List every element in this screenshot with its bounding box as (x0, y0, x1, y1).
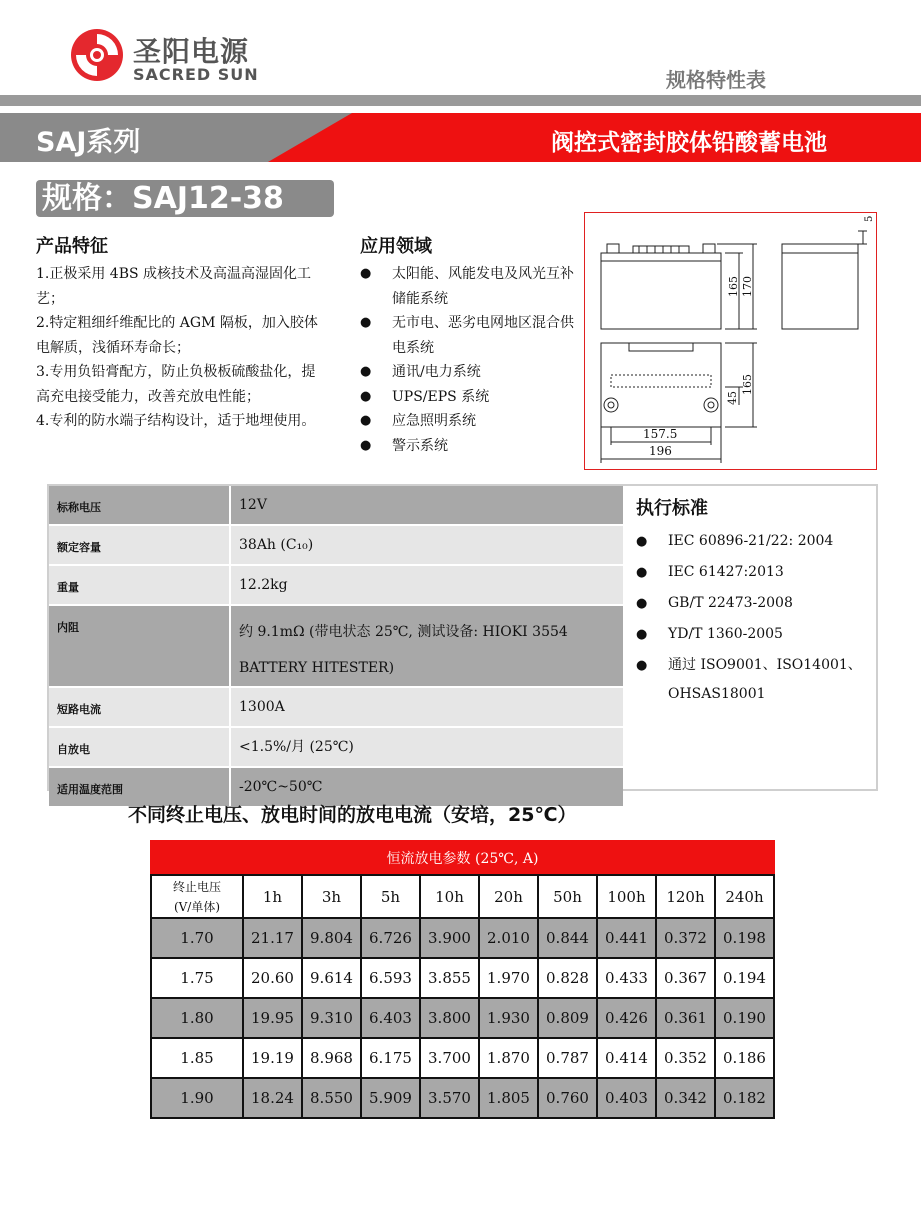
table-cell: 1.970 (479, 958, 538, 998)
column-header: 50h (538, 875, 597, 918)
spec-model-box (36, 180, 334, 217)
table-cell: 5.909 (361, 1078, 420, 1118)
dim-depth: 165 (741, 374, 754, 395)
column-header: 1h (243, 875, 302, 918)
brand-logo (70, 28, 270, 88)
table-cell: 0.760 (538, 1078, 597, 1118)
discharge-title: 不同终止电压、放电时间的放电电流（安培，25℃） (128, 804, 577, 826)
standards-heading: 执行标准 (636, 498, 708, 519)
param-key: 额定容量 (49, 525, 230, 565)
param-key: 标称电压 (49, 486, 230, 525)
table-cell: 0.182 (715, 1078, 774, 1118)
header-divider (0, 95, 921, 106)
param-value: 38Ah (C₁₀) (230, 525, 623, 565)
table-row (151, 1038, 774, 1078)
param-key: 短路电流 (49, 687, 230, 727)
table-cell: 0.844 (538, 918, 597, 958)
table-cell: 2.010 (479, 918, 538, 958)
dim-length: 196 (649, 444, 672, 458)
table-caption-row (151, 841, 774, 875)
param-value: 12.2kg (230, 565, 623, 605)
table-cell: 6.726 (361, 918, 420, 958)
application-item: ● 太阳能、风能发电及风光互补储能系统 (360, 262, 582, 311)
table-row (151, 1078, 774, 1118)
table-cell: 0.198 (715, 918, 774, 958)
param-key: 适用温度范围 (49, 767, 230, 807)
param-key: 内阻 (49, 605, 230, 687)
table-cell: 6.593 (361, 958, 420, 998)
table-cell: 0.342 (656, 1078, 715, 1118)
table-cell: 1.75 (151, 958, 243, 998)
param-value: <1.5%/月 (25℃) (230, 727, 623, 767)
table-cell: 20.60 (243, 958, 302, 998)
table-cell: 3.855 (420, 958, 479, 998)
feature-item: 2.特定粗细纤维配比的 AGM 隔板，加入胶体电解质，浅循环寿命长； (36, 315, 318, 356)
params-table (49, 486, 623, 808)
brand-name-cn: 圣阳电源 (133, 35, 250, 68)
dim-height-total: 170 (741, 276, 754, 297)
table-row (49, 727, 623, 767)
product-type: 阀控式密封胶体铅酸蓄电池 (551, 130, 827, 156)
standard-item: ● YD/T 1360-2005 (636, 619, 876, 650)
table-cell: 1.870 (479, 1038, 538, 1078)
table-cell: 0.787 (538, 1038, 597, 1078)
table-cell: 6.403 (361, 998, 420, 1038)
standard-item (636, 650, 876, 709)
table-cell: 1.85 (151, 1038, 243, 1078)
discharge-caption: 恒流放电参数 (25℃, A) (151, 841, 774, 875)
table-cell: 8.550 (302, 1078, 361, 1118)
column-header: 120h (656, 875, 715, 918)
application-item: ● UPS/EPS 系统 (360, 385, 582, 410)
sacred-sun-logo-icon (70, 28, 124, 82)
application-item: ● 通讯/电力系统 (360, 360, 582, 385)
standard-item: ● IEC 61427:2013 (636, 557, 876, 588)
param-key: 重量 (49, 565, 230, 605)
table-cell: 3.800 (420, 998, 479, 1038)
table-cell: 1.80 (151, 998, 243, 1038)
column-header: 100h (597, 875, 656, 918)
table-cell: 6.175 (361, 1038, 420, 1078)
features-list (36, 262, 326, 434)
application-item: ● 应急照明系统 (360, 409, 582, 434)
table-cell: 0.186 (715, 1038, 774, 1078)
table-row (49, 605, 623, 687)
table-cell: 8.968 (302, 1038, 361, 1078)
series-name: SAJ系列 (36, 127, 141, 158)
table-cell: 0.372 (656, 918, 715, 958)
table-cell: 9.614 (302, 958, 361, 998)
table-cell: 0.367 (656, 958, 715, 998)
table-header-row (151, 875, 774, 918)
feature-item: 4.专利的防水端子结构设计，适于地埋使用。 (36, 413, 316, 429)
param-value: 约 9.1mΩ (带电状态 25℃, 测试设备: HIOKI 3554 BATTERY HITESTER) (230, 605, 623, 687)
param-value: 12V (230, 486, 623, 525)
table-cell: 9.310 (302, 998, 361, 1038)
column-header: 20h (479, 875, 538, 918)
table-cell: 0.828 (538, 958, 597, 998)
features-heading: 产品特征 (36, 236, 108, 257)
applications-list (360, 262, 582, 458)
table-cell: 18.24 (243, 1078, 302, 1118)
column-header-voltage (151, 875, 243, 918)
table-cell: 9.804 (302, 918, 361, 958)
table-cell: 3.900 (420, 918, 479, 958)
column-header: 10h (420, 875, 479, 918)
table-cell: 1.805 (479, 1078, 538, 1118)
table-cell: 0.361 (656, 998, 715, 1038)
column-header-line2: (V/单体) (173, 899, 221, 914)
application-item: ● 警示系统 (360, 434, 582, 459)
dim-terminal-span: 157.5 (643, 427, 678, 441)
dim-height-inner: 165 (727, 276, 740, 297)
table-row (49, 565, 623, 605)
table-cell: 1.70 (151, 918, 243, 958)
table-row (151, 918, 774, 958)
applications-heading: 应用领域 (360, 236, 432, 257)
battery-outline-drawing (585, 213, 876, 469)
discharge-table (150, 840, 775, 1119)
standard-item: ● IEC 60896-21/22: 2004 (636, 526, 876, 557)
dim-terminal-height: 45 (726, 391, 739, 405)
column-header: 5h (361, 875, 420, 918)
table-cell: 21.17 (243, 918, 302, 958)
table-cell: 0.441 (597, 918, 656, 958)
table-row (49, 687, 623, 727)
table-row (151, 958, 774, 998)
table-cell: 1.930 (479, 998, 538, 1038)
application-item: ● 无市电、恶劣电网地区混合供电系统 (360, 311, 582, 360)
standards-list (636, 526, 876, 709)
table-cell: 1.90 (151, 1078, 243, 1118)
table-row (151, 998, 774, 1038)
dim-top-gap: 5 (864, 215, 875, 222)
standard-item: ● GB/T 22473-2008 (636, 588, 876, 619)
table-cell: 0.426 (597, 998, 656, 1038)
table-cell: 0.190 (715, 998, 774, 1038)
table-cell: 19.19 (243, 1038, 302, 1078)
feature-item: 1.正极采用 4BS 成核技术及高温高湿固化工艺； (36, 266, 312, 307)
table-cell: 0.403 (597, 1078, 656, 1118)
table-cell: 0.809 (538, 998, 597, 1038)
table-row (49, 486, 623, 525)
spec-model-label: 规格：SAJ12-38 (42, 181, 284, 216)
document-title: 规格特性表 (666, 68, 766, 92)
param-value: 1300A (230, 687, 623, 727)
brand-name-en: SACRED SUN (133, 65, 259, 84)
standard-item-text: 通过 ISO9001、ISO14001、 (668, 657, 862, 673)
table-cell: 19.95 (243, 998, 302, 1038)
table-cell: 3.700 (420, 1038, 479, 1078)
column-header-line1: 终止电压 (172, 879, 221, 894)
series-band (0, 113, 921, 162)
column-header: 3h (302, 875, 361, 918)
table-row (49, 525, 623, 565)
table-cell: 3.570 (420, 1078, 479, 1118)
table-cell: 0.194 (715, 958, 774, 998)
param-key: 自放电 (49, 727, 230, 767)
table-cell: 0.414 (597, 1038, 656, 1078)
standards-section (636, 494, 876, 709)
table-cell: 0.433 (597, 958, 656, 998)
table-cell: 0.352 (656, 1038, 715, 1078)
standard-item-continued: OHSAS18001 (668, 686, 766, 702)
param-value: -20℃~50℃ (230, 767, 623, 807)
dimension-drawing (584, 212, 877, 470)
feature-item: 3.专用负铅膏配方，防止负极板硫酸盐化，提高充电接受能力，改善充放电性能； (36, 364, 316, 405)
column-header: 240h (715, 875, 774, 918)
